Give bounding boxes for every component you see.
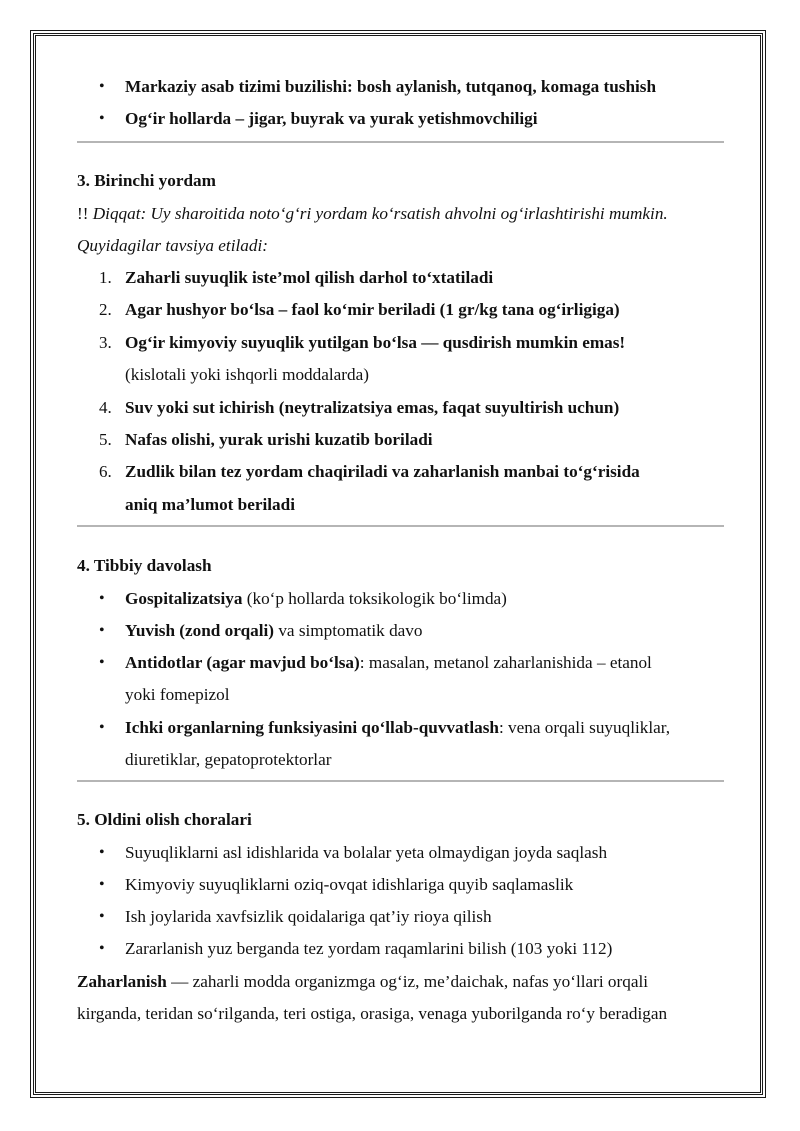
description: : masalan, metanol zaharlanishida – etanol — [359, 653, 652, 672]
item-text: Zaharli suyuqlik iste’mol qilish darhol to‘xtatiladi — [125, 268, 494, 287]
item-text: Zudlik bilan tez yordam chaqiriladi va zaharlanish manbai to‘g‘risida — [125, 462, 640, 481]
list-item-text: Zararlanish yuz berganda tez yordam raqamlarini bilish (103 yoki 112) — [125, 939, 613, 958]
paragraph-line — [77, 971, 648, 993]
item-number: 2. — [99, 300, 112, 319]
section-divider — [77, 141, 724, 143]
bullet-icon: • — [99, 876, 105, 893]
term: Zaharlanish — [77, 972, 167, 991]
bullet-icon: • — [99, 590, 105, 607]
list-item-text: Suyuqliklarni asl idishlarida va bolalar yeta olmaydigan joyda saqlash — [125, 843, 608, 862]
paragraph-text: — zaharli modda organizmga og‘iz, me’daichak, nafas yo‘llari orqali — [166, 972, 649, 991]
item-number: 6. — [99, 462, 112, 481]
bullet-icon: • — [99, 908, 105, 925]
bullet-icon: • — [99, 844, 105, 861]
section-heading: 3. Birinchi yordam — [77, 171, 216, 190]
paragraph-line: kirganda, teridan so‘rilganda, teri ostiga, orasiga, venaga yuborilganda ro‘y beradigan — [77, 1004, 668, 1023]
item-text: Nafas olishi, yurak urishi kuzatib boriladi — [125, 430, 433, 449]
item-text: Agar hushyor bo‘lsa – faol ko‘mir beriladi (1 gr/kg tana og‘irligiga) — [125, 300, 620, 319]
section-divider — [77, 780, 724, 782]
list-item-text: Kimyoviy suyuqliklarni oziq-ovqat idishlariga quyib saqlamaslik — [125, 875, 574, 894]
bullet-icon: • — [99, 654, 105, 671]
item-text: Og‘ir kimyoviy suyuqlik yutilgan bo‘lsa — qusdirish mumkin emas! — [125, 333, 626, 352]
warning-text-cont: Quyidagilar tavsiya etiladi: — [77, 236, 268, 255]
section-heading: 5. Oldini olish choralari — [77, 810, 252, 829]
section-divider — [77, 525, 724, 527]
bullet-icon: • — [99, 719, 105, 736]
description: (ko‘p hollarda toksikologik bo‘limda) — [242, 589, 507, 608]
bullet-icon: • — [99, 940, 105, 957]
description: : vena orqali suyuqliklar, — [498, 718, 671, 737]
term: Gospitalizatsiya — [125, 589, 243, 608]
description-cont: yoki fomepizol — [125, 685, 230, 704]
section-heading: 4. Tibbiy davolash — [77, 556, 212, 575]
item-text-cont: (kislotali yoki ishqorli moddalarda) — [125, 365, 369, 384]
term: Ichki organlarning funksiyasini qo‘llab-quvvatlash — [125, 718, 499, 737]
warning-mark: !! — [77, 204, 89, 223]
list-item-text: Og‘ir hollarda – jigar, buyrak va yurak yetishmovchiligi — [125, 109, 538, 128]
item-number: 3. — [99, 333, 112, 352]
term: Antidotlar (agar mavjud bo‘lsa) — [125, 653, 360, 672]
description-cont: diuretiklar, gepatoprotektorlar — [125, 750, 332, 769]
item-number: 5. — [99, 430, 112, 449]
bullet-icon: • — [99, 78, 105, 95]
list-item-text: Ish joylarida xavfsizlik qoidalariga qat’iy rioya qilish — [125, 907, 492, 926]
warning-text: Diqqat: Uy sharoitida noto‘g‘ri yordam ko‘rsatish ahvolni og‘irlashtirishi mumkin. — [92, 204, 668, 223]
list-item-text: Markaziy asab tizimi buzilishi: bosh aylanish, tutqanoq, komaga tushish — [125, 77, 657, 96]
bullet-icon: • — [99, 622, 105, 639]
item-number: 1. — [99, 268, 112, 287]
item-number: 4. — [99, 398, 112, 417]
item-text: Suv yoki sut ichirish (neytralizatsiya emas, faqat suyultirish uchun) — [125, 398, 620, 417]
description: va simptomatik davo — [274, 621, 423, 640]
warning-line — [77, 203, 668, 225]
item-text-cont: aniq ma’lumot beriladi — [125, 495, 295, 514]
bullet-icon: • — [99, 110, 105, 127]
term: Yuvish (zond orqali) — [125, 621, 275, 640]
